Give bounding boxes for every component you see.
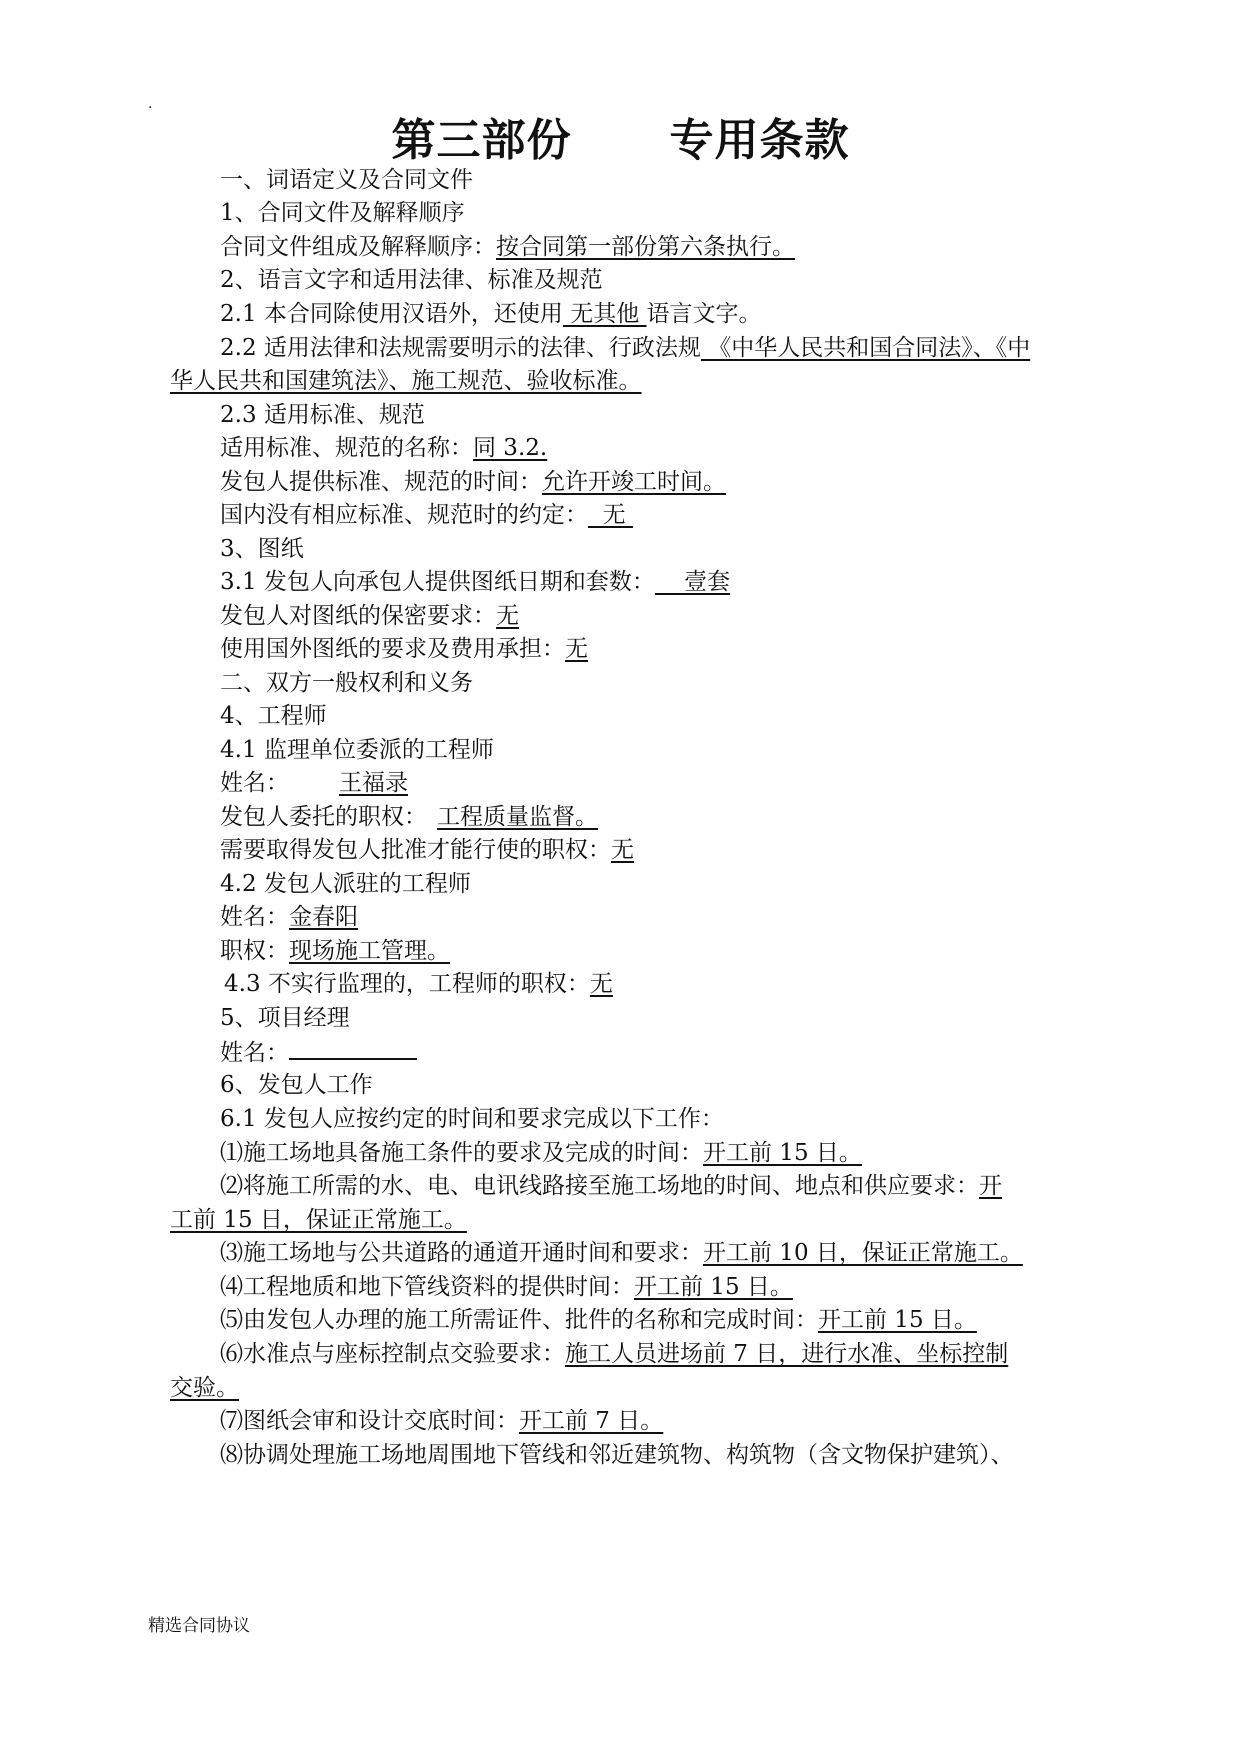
filled-value: 按合同第一部份第六条执行。 <box>496 234 795 260</box>
body-line <box>220 735 494 765</box>
filled-value: 施工人员进场前 7 日，进行水准、坐标控制 <box>565 1341 1009 1367</box>
line-label: 2.2 适用法律和法规需要明示的法律、行政法规 <box>220 335 701 361</box>
line-label: 发包人提供标准、规范的时间： <box>220 469 542 495</box>
body-line <box>220 1272 793 1302</box>
filled-value: 开工前 7 日。 <box>519 1408 664 1434</box>
line-label: 适用标准、规范的名称： <box>220 435 473 461</box>
filled-value: 王福录 <box>339 770 408 796</box>
filled-value: 开工前 10 日，保证正常施工。 <box>703 1240 1023 1266</box>
filled-value: 开工前 15 日。 <box>634 1274 793 1300</box>
body-line <box>220 198 465 228</box>
body-line <box>220 467 726 497</box>
body-line <box>220 601 519 631</box>
body-line <box>220 668 473 698</box>
line-label: 4.3 不实行监理的，工程师的职权： <box>224 971 590 997</box>
line-label: 2.3 适用标准、规范 <box>220 402 425 428</box>
line-label: ⑺图纸会审和设计交底时间： <box>220 1408 519 1434</box>
line-label: 3.1 发包人向承包人提供图纸日期和套数： <box>220 569 655 595</box>
line-label: 职权： <box>220 938 289 964</box>
body-line <box>170 1373 239 1403</box>
filled-value: 《中华人民共和国合同法》、《中 <box>700 335 1031 361</box>
line-label: ⑴施工场地具备施工条件的要求及完成的时间： <box>220 1140 703 1166</box>
blank-field <box>289 1036 417 1060</box>
line-label: ⑻协调处理施工场地周围地下管线和邻近建筑物、构筑物（含文物保护建筑）、 <box>220 1442 1014 1468</box>
body-line <box>220 433 547 463</box>
body-line <box>220 1171 1002 1201</box>
line-label: 使用国外图纸的要求及费用承担： <box>220 636 565 662</box>
body-line <box>224 969 613 999</box>
body-line <box>220 567 730 597</box>
body-line <box>220 1305 977 1335</box>
filled-value: 无其他 <box>562 301 647 327</box>
line-label: ⑵将施工所需的水、电、电讯线路接至施工场地的时间、地点和供应要求： <box>220 1173 979 1199</box>
line-label: 发包人委托的职权： <box>220 804 427 830</box>
line-suffix: 语言文字。 <box>646 301 762 327</box>
filled-value: 交验。 <box>170 1375 239 1401</box>
filled-value: 壹套 <box>654 569 731 595</box>
body-line <box>220 232 795 262</box>
body-line <box>220 1339 1008 1369</box>
line-label: 1、合同文件及解释顺序 <box>220 200 465 226</box>
body-line <box>220 869 471 899</box>
filled-value: 华人民共和国建筑法》、施工规范、验收标准。 <box>170 368 642 394</box>
page-marker: . <box>148 96 153 112</box>
body-line <box>220 902 358 932</box>
body-line <box>220 1003 350 1033</box>
body-line <box>220 265 603 295</box>
line-label: 6、发包人工作 <box>220 1072 373 1098</box>
line-label: 4、工程师 <box>220 703 327 729</box>
line-label: 一、词语定义及合同文件 <box>220 167 473 193</box>
filled-value: 工程质量监督。 <box>437 804 598 830</box>
body-line <box>220 299 762 329</box>
line-label: ⑸由发包人办理的施工所需证件、批件的名称和完成时间： <box>220 1307 818 1333</box>
body-line <box>220 534 304 564</box>
line-label: 5、项目经理 <box>220 1005 350 1031</box>
body-line <box>220 634 588 664</box>
filled-value: 无 <box>588 502 633 528</box>
body-line <box>220 165 473 195</box>
body-line <box>220 333 1030 363</box>
body-line <box>220 802 598 832</box>
body-line <box>220 1406 663 1436</box>
line-label: 4.1 监理单位委派的工程师 <box>220 737 494 763</box>
line-label: 需要取得发包人批准才能行使的职权： <box>220 837 611 863</box>
filled-value: 无 <box>496 603 519 629</box>
body-line <box>220 1070 373 1100</box>
body-line <box>170 366 642 396</box>
line-label: 姓名： <box>220 770 289 796</box>
filled-value: 工前 15 日，保证正常施工。 <box>170 1207 467 1233</box>
line-label: 3、图纸 <box>220 536 304 562</box>
filled-value: 同 3.2. <box>473 435 548 461</box>
filled-value: 开工前 15 日。 <box>703 1140 862 1166</box>
filled-value: 无 <box>565 636 588 662</box>
body-line <box>220 1138 862 1168</box>
filled-value: 现场施工管理。 <box>289 938 450 964</box>
line-label: 2、语言文字和适用法律、标准及规范 <box>220 267 603 293</box>
filled-value: 开 <box>979 1173 1002 1199</box>
body-line <box>220 1238 1023 1268</box>
body-line <box>220 701 327 731</box>
filled-value: 开工前 15 日。 <box>818 1307 977 1333</box>
line-label: 发包人对图纸的保密要求： <box>220 603 496 629</box>
body-line <box>220 936 450 966</box>
filled-value: 无 <box>589 971 613 997</box>
body-line <box>220 1440 1014 1470</box>
filled-value: 金春阳 <box>289 904 358 930</box>
line-label: 2.1 本合同除使用汉语外，还使用 <box>220 301 563 327</box>
line-label: ⑷工程地质和地下管线资料的提供时间： <box>220 1274 634 1300</box>
document-title: 第三部份 专用条款 <box>391 115 850 166</box>
line-label: 二、双方一般权利和义务 <box>220 670 473 696</box>
body-line <box>220 835 634 865</box>
line-label: ⑹水准点与座标控制点交验要求： <box>220 1341 565 1367</box>
body-line <box>220 500 633 530</box>
line-label: 6.1 发包人应按约定的时间和要求完成以下工作： <box>220 1106 724 1132</box>
body-line <box>220 1104 724 1134</box>
line-label: 国内没有相应标准、规范时的约定： <box>220 502 588 528</box>
body-line <box>220 1036 417 1068</box>
line-label: 姓名： <box>220 1040 289 1066</box>
line-label: 4.2 发包人派驻的工程师 <box>220 871 471 897</box>
line-label: 合同文件组成及解释顺序： <box>220 234 496 260</box>
body-line <box>220 400 425 430</box>
line-label: ⑶施工场地与公共道路的通道开通时间和要求： <box>220 1240 703 1266</box>
body-line <box>170 1205 467 1235</box>
page-footer: 精选合同协议 <box>148 1616 250 1636</box>
filled-value: 允许开竣工时间。 <box>542 469 726 495</box>
line-label: 姓名： <box>220 904 289 930</box>
body-line <box>220 768 408 798</box>
filled-value: 无 <box>611 837 634 863</box>
